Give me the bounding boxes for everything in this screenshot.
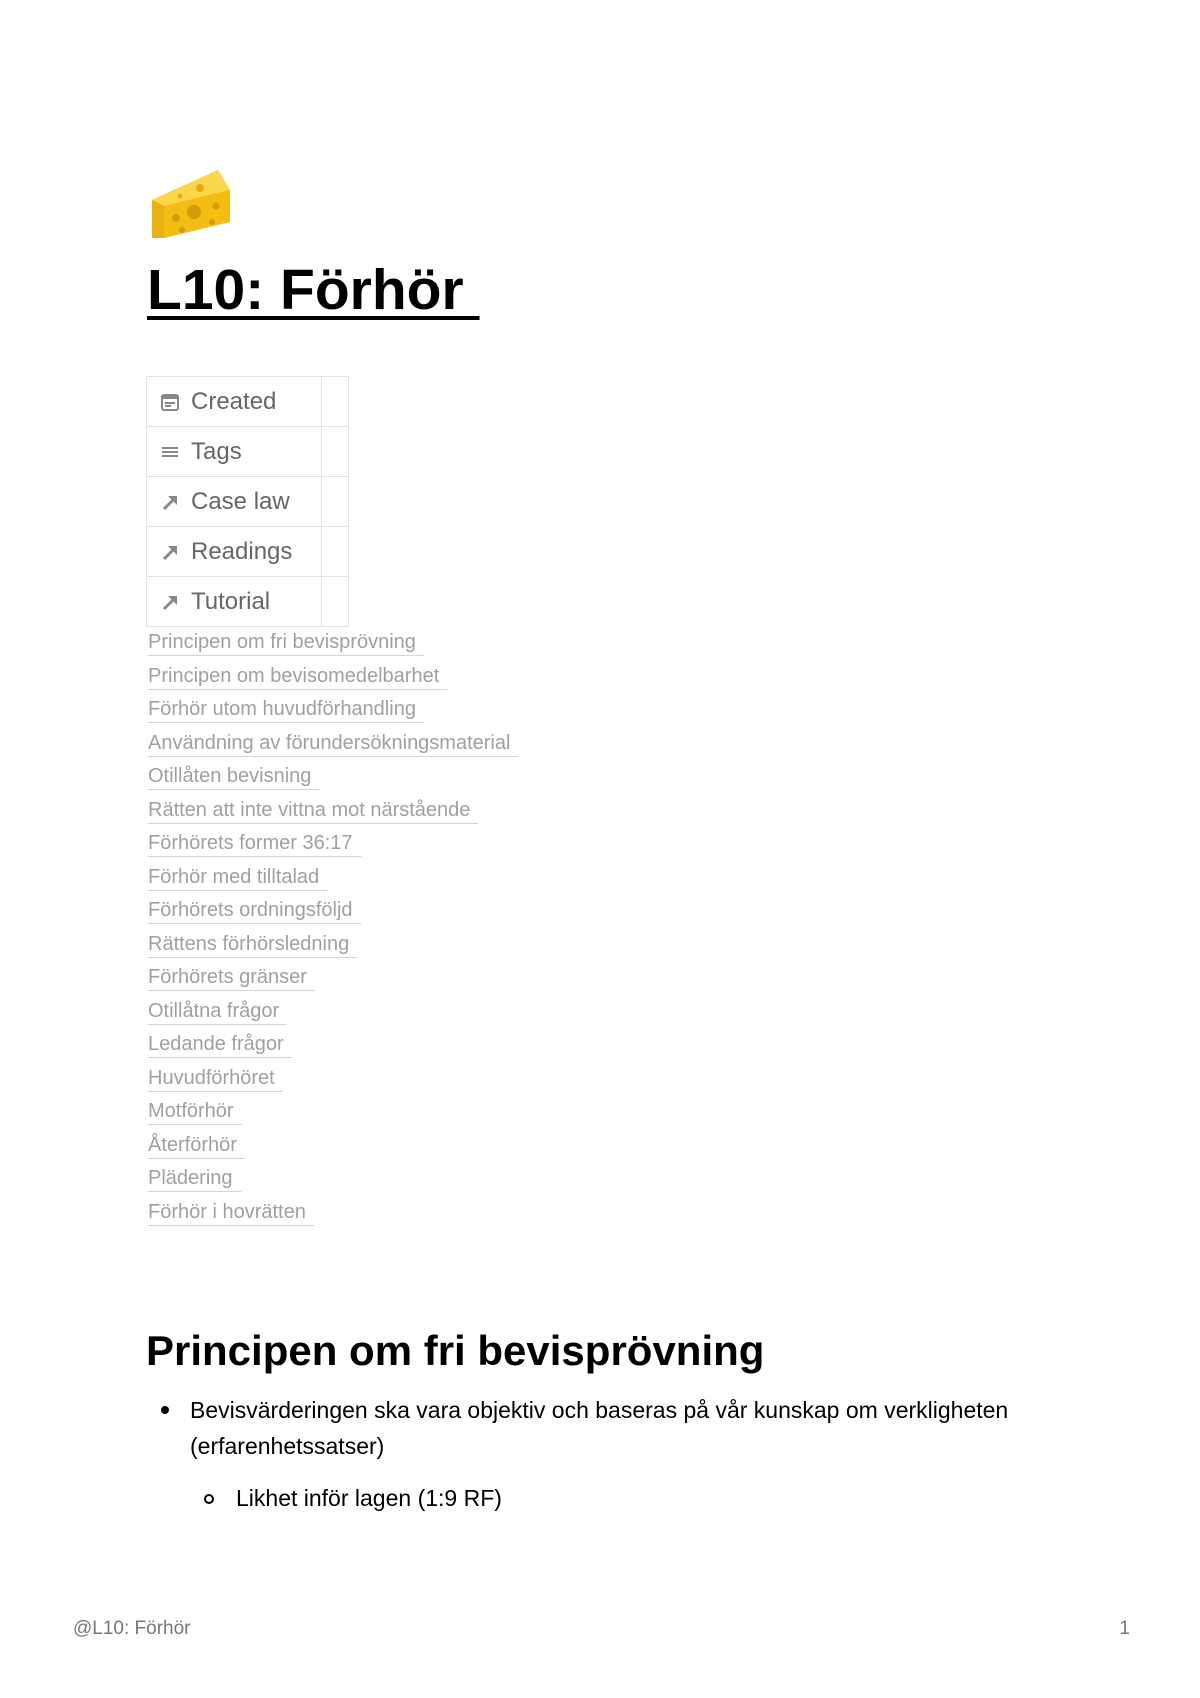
property-value[interactable] [322, 577, 349, 627]
property-value[interactable] [322, 377, 349, 427]
toc-link[interactable]: Förhör utom huvudförhandling [148, 697, 424, 723]
page-title: L10: Förhör [147, 258, 480, 322]
property-value[interactable] [322, 427, 349, 477]
toc-link[interactable]: Förhörets former 36:17 [148, 831, 361, 857]
toc-link[interactable]: Motförhör [148, 1099, 242, 1125]
relation-arrow-icon [159, 541, 181, 563]
toc-link[interactable]: Användning av förundersökningsmaterial [148, 731, 518, 757]
toc-link[interactable]: Förhörets gränser [148, 965, 315, 991]
toc-link[interactable]: Rättens förhörsledning [148, 932, 357, 958]
toc-link[interactable]: Principen om fri bevisprövning [148, 630, 424, 656]
property-row-case-law[interactable] [147, 477, 349, 527]
toc-link[interactable]: Principen om bevisomedelbarhet [148, 664, 447, 690]
toc-link[interactable]: Otillåten bevisning [148, 764, 319, 790]
list-item [204, 1480, 1090, 1516]
bullet-text: Bevisvärderingen ska vara objektiv och baseras på vår kunskap om verkligheten (erfarenhetssatser) [190, 1397, 1009, 1459]
page-number: 1 [1119, 1618, 1130, 1639]
sub-bullet-text: Likhet inför lagen (1:9 RF) [236, 1485, 502, 1511]
toc-link[interactable]: Huvudförhöret [148, 1066, 283, 1092]
property-label: Readings [191, 537, 293, 565]
property-row-tags[interactable] [147, 427, 349, 477]
table-of-contents [148, 630, 518, 1233]
cheese-emoji-icon [148, 160, 234, 240]
property-label: Created [191, 387, 277, 415]
property-row-readings[interactable] [147, 527, 349, 577]
list-item [160, 1392, 1090, 1516]
toc-link[interactable]: Ledande frågor [148, 1032, 292, 1058]
sub-bullet-list [190, 1480, 1090, 1516]
footer-page-title: @L10: Förhör [73, 1618, 191, 1639]
property-row-tutorial[interactable] [147, 577, 349, 627]
property-label: Case law [191, 487, 290, 515]
property-row-created[interactable] [147, 377, 349, 427]
properties-table [146, 376, 349, 627]
toc-link[interactable]: Förhörets ordningsföljd [148, 898, 361, 924]
toc-link[interactable]: Rätten att inte vittna mot närstående [148, 798, 478, 824]
toc-link[interactable]: Otillåtna frågor [148, 999, 287, 1025]
property-value[interactable] [322, 527, 349, 577]
list-icon [159, 441, 181, 463]
toc-link[interactable]: Återförhör [148, 1133, 245, 1159]
toc-link[interactable]: Förhör med tilltalad [148, 865, 327, 891]
property-label: Tags [191, 437, 242, 465]
section-heading: Principen om fri bevisprövning [146, 1327, 765, 1374]
property-value[interactable] [322, 477, 349, 527]
property-label: Tutorial [191, 587, 271, 615]
relation-arrow-icon [159, 491, 181, 513]
toc-link[interactable]: Plädering [148, 1166, 241, 1192]
bullet-list [160, 1392, 1090, 1516]
calendar-icon [159, 391, 181, 413]
relation-arrow-icon [159, 591, 181, 613]
toc-link[interactable]: Förhör i hovrätten [148, 1200, 314, 1226]
